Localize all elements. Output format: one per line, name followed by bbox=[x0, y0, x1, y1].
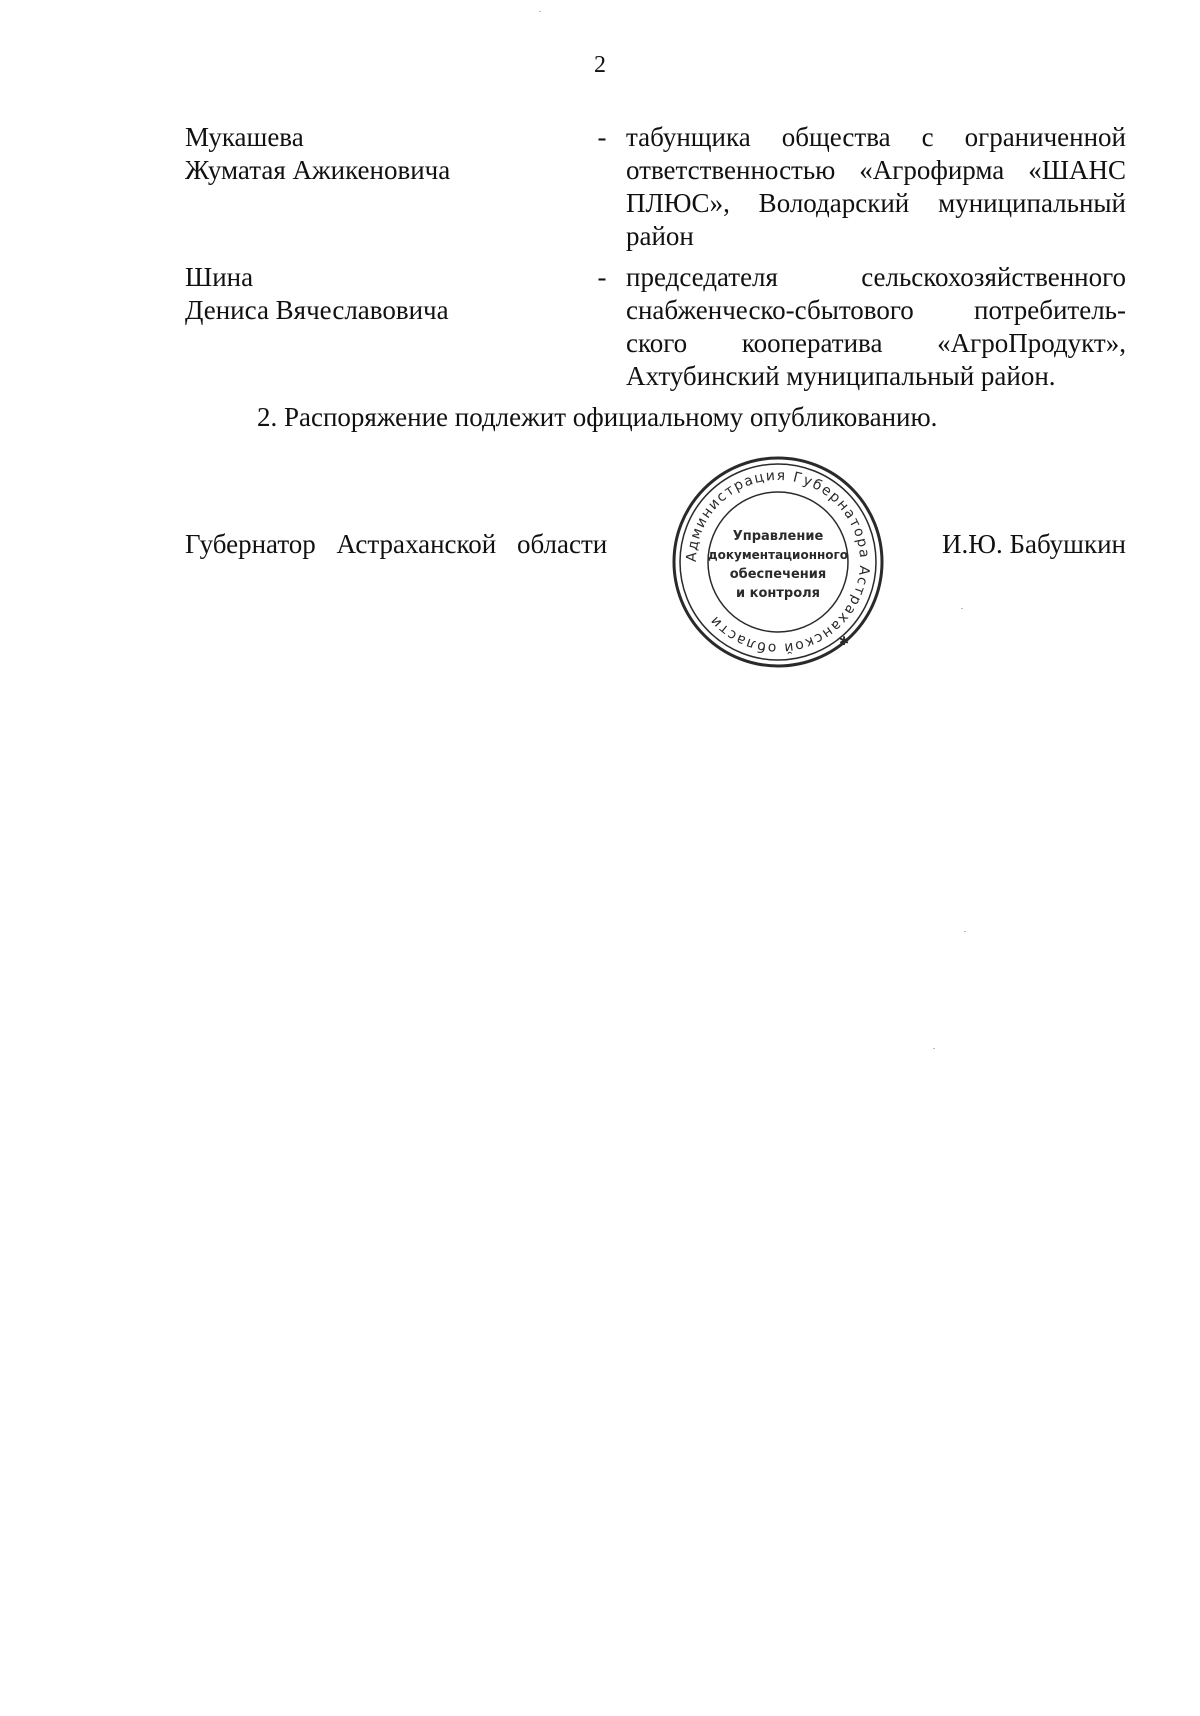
official-seal bbox=[668, 452, 888, 672]
scan-speck bbox=[933, 1048, 935, 1049]
seal-center-line: Управление bbox=[732, 529, 824, 544]
appointee-position: табунщика общества с ограниченной ответственностью «Агрофирма «ШАНС ПЛЮС», Володарский муниципальный район bbox=[626, 122, 1126, 251]
seal-center-line: и контроля bbox=[735, 586, 821, 601]
entry-dash: - bbox=[597, 262, 607, 292]
seal-center-line: документационного bbox=[707, 548, 849, 562]
appointee-surname: Мукашева bbox=[185, 122, 304, 152]
appointee-entry bbox=[185, 261, 1126, 391]
appointee-name bbox=[185, 121, 585, 187]
appointee-surname: Шина bbox=[185, 262, 254, 292]
seal-center-line: обеспечения bbox=[729, 567, 827, 582]
appointee-position: председателя сельскохозяйственного снабженческо-сбытового потребитель-ского кооператива «АгроПродукт», Ахтубинский муниципальный район. bbox=[626, 262, 1126, 391]
page-number: 2 bbox=[594, 52, 606, 78]
appointee-entry bbox=[185, 121, 1126, 261]
seal-ring-textpath: Администрация Губернатора Астраханской области bbox=[683, 467, 873, 657]
appointee-given-names: Жуматая Ажикеновича bbox=[185, 155, 451, 185]
scan-speck bbox=[961, 608, 963, 609]
seal-star-icon: ✱ bbox=[839, 634, 850, 648]
signature-block bbox=[185, 528, 1126, 564]
signatory-title: Губернатор Астраханской области bbox=[185, 529, 608, 559]
scan-speck bbox=[964, 931, 966, 932]
appointee-given-names: Дениса Вячеславовича bbox=[185, 295, 449, 325]
appointee-name bbox=[185, 261, 585, 327]
seal-graphic bbox=[668, 452, 888, 672]
entry-dash: - bbox=[597, 122, 607, 152]
publication-clause: 2. Распоряжение подлежит официальному опубликованию. bbox=[257, 402, 938, 432]
signatory-name: И.Ю. Бабушкин bbox=[941, 529, 1126, 559]
scan-speck bbox=[539, 11, 541, 12]
